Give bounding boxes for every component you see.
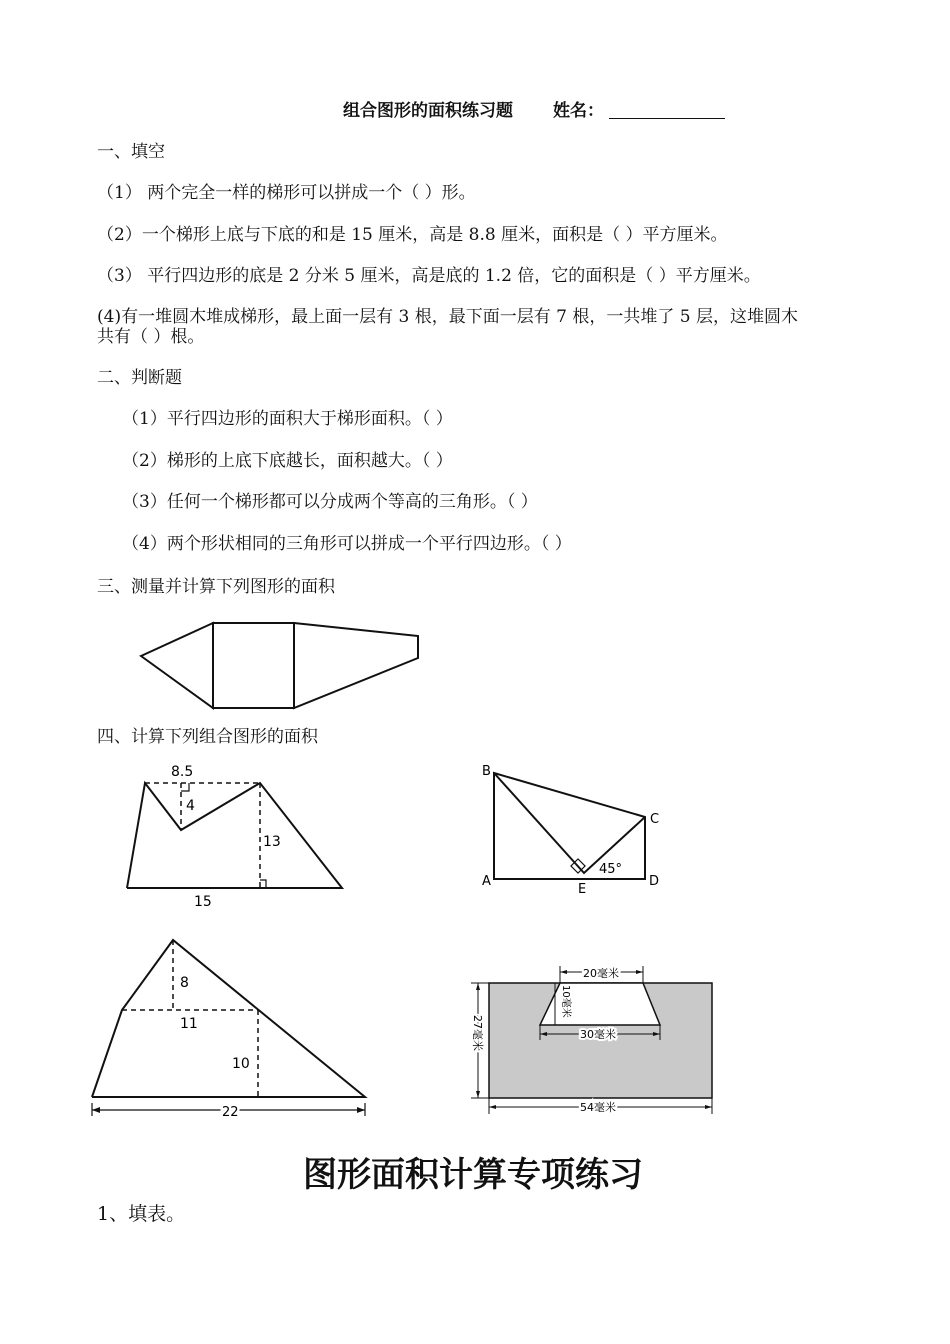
fig3-mid-label: 11 [180, 1016, 198, 1032]
fill-item-4a: (4)有一堆圆木堆成梯形，最上面一层有 3 根，最下面一层有 7 根，一共堆了 5 层，这堆圆木 [97, 307, 798, 327]
fill-item-2: （2）一个梯形上底与下底的和是 15 厘米，高是 8.8 厘米，面积是（ ）平方厘米。 [97, 225, 728, 245]
fill-item-1: （1） 两个完全一样的梯形可以拼成一个（ ）形。 [97, 183, 476, 203]
fill-table-item: 1、填表。 [97, 1203, 186, 1225]
worksheet-title: 组合图形的面积练习题 [343, 101, 513, 121]
fig1-top-label: 8.5 [171, 764, 194, 780]
fill-item-3: （3） 平行四边形的底是 2 分米 5 厘米，高是底的 1.2 倍，它的面积是（ ）平方厘米。 [97, 266, 761, 286]
section-title: 图形面积计算专项练习 [303, 1155, 643, 1195]
fig1-inner-label: 4 [186, 798, 195, 814]
point-b: B [482, 764, 491, 779]
point-d: D [649, 874, 660, 889]
fig3-base-label: 22 [222, 1105, 239, 1120]
fig1-base-label: 15 [194, 894, 212, 910]
angle-label: 45° [599, 862, 623, 877]
fill-item-4b: 共有（ ）根。 [97, 327, 205, 347]
section3-heading: 三、测量并计算下列图形的面积 [97, 577, 335, 597]
fig4-width-label: 54毫米 [580, 1101, 616, 1114]
fig1-height-label: 13 [263, 834, 281, 850]
fig4-bottom-label: 30毫米 [580, 1028, 616, 1041]
fig4-top-label: 20毫米 [583, 967, 619, 980]
fig3-h1-label: 8 [180, 975, 189, 991]
point-a: A [482, 874, 491, 889]
name-label: 姓名： [553, 101, 604, 121]
judge-item-1: （1）平行四边形的面积大于梯形面积。（ ） [122, 409, 453, 429]
point-c: C [650, 812, 660, 827]
judge-item-3: （3）任何一个梯形都可以分成两个等高的三角形。（ ） [122, 492, 538, 512]
fig4-height-label: 27毫米 [471, 1015, 484, 1051]
point-e: E [578, 882, 587, 897]
section4-heading: 四、计算下列组合图形的面积 [97, 727, 318, 747]
judge-item-4: （4）两个形状相同的三角形可以拼成一个平行四边形。（ ） [122, 534, 572, 554]
section2-heading: 二、判断题 [97, 368, 182, 388]
section1-heading: 一、填空 [97, 142, 165, 162]
fig3-h2-label: 10 [232, 1056, 250, 1072]
fig4-small-height-label: 10毫米 [560, 985, 571, 1018]
judge-item-2: （2）梯形的上底下底越长，面积越大。（ ） [122, 451, 453, 471]
